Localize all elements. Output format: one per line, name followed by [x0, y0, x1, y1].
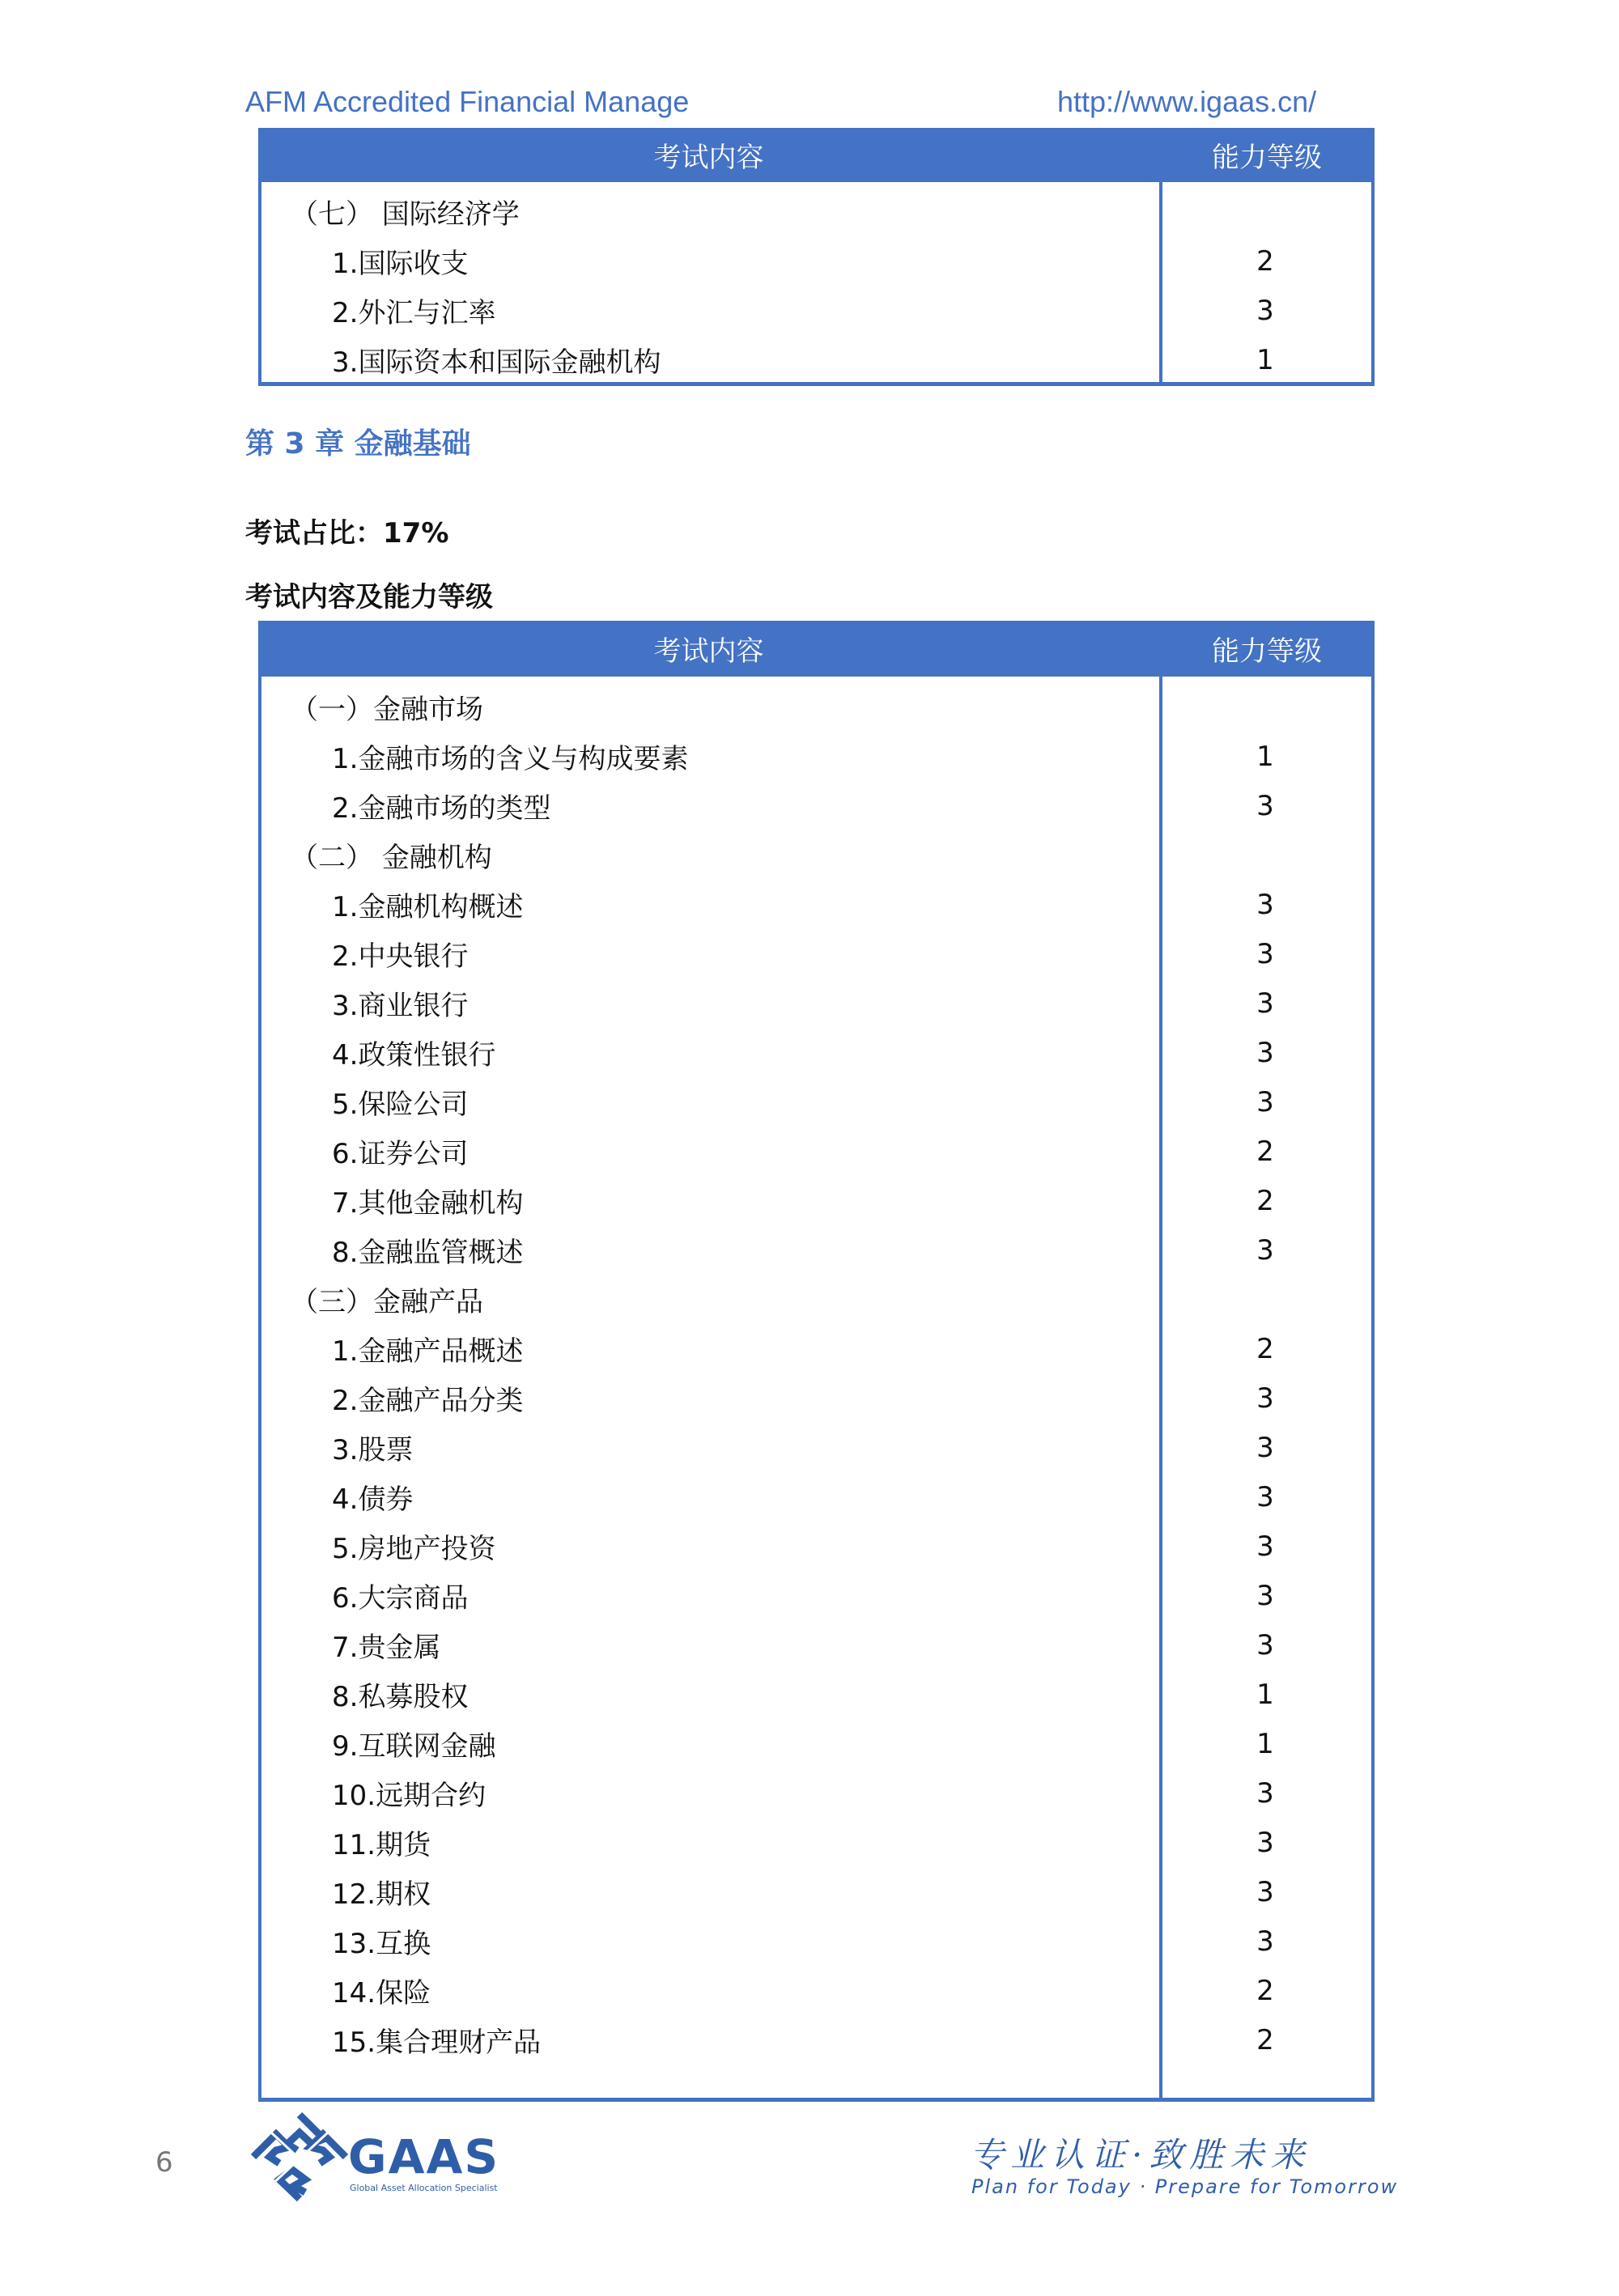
slogan-english: Plan for Today · Prepare for Tomorrow	[971, 2175, 1399, 2198]
ability-level: 3	[1256, 987, 1274, 1020]
item-label: 3.股票	[332, 1434, 414, 1466]
table-row	[261, 1521, 1371, 1571]
table-body	[258, 677, 1375, 2102]
item-label: 2.金融产品分类	[332, 1385, 524, 1417]
table-row	[261, 1077, 1371, 1127]
ability-level: 3	[1256, 1530, 1274, 1563]
column-header-level: 能力等级	[1212, 635, 1322, 668]
table-body	[258, 182, 1375, 386]
table-row	[261, 1966, 1371, 2015]
item-label: 7.其他金融机构	[332, 1187, 524, 1220]
table-row	[261, 1176, 1371, 1225]
ability-level: 3	[1256, 1826, 1274, 1859]
item-label: 8.私募股权	[332, 1681, 469, 1713]
section-label: （七） 国际经济学	[291, 198, 520, 231]
item-label: 3.国际资本和国际金融机构	[332, 346, 661, 379]
table-row	[261, 732, 1371, 781]
table-row	[261, 236, 1371, 286]
ability-level: 1	[1256, 740, 1274, 773]
table-row	[261, 1373, 1371, 1423]
table-row	[261, 929, 1371, 978]
ability-level: 2	[1256, 1184, 1274, 1217]
item-label: 6.证券公司	[332, 1138, 469, 1170]
page-number: 6	[155, 2146, 173, 2179]
table-row	[261, 2015, 1371, 2065]
table-header	[258, 621, 1375, 677]
item-label: 1.金融机构概述	[332, 891, 524, 923]
ability-level: 3	[1256, 1875, 1274, 1908]
item-label: 6.大宗商品	[332, 1582, 469, 1615]
table-row	[261, 880, 1371, 929]
section-row	[261, 682, 1371, 732]
item-label: 5.保险公司	[332, 1089, 469, 1121]
ability-level: 3	[1256, 1085, 1274, 1118]
table-row	[261, 1867, 1371, 1916]
section-label: （三）金融产品	[291, 1286, 483, 1318]
exam-ratio: 考试占比：17%	[245, 517, 449, 550]
table-row	[261, 1818, 1371, 1867]
table-header	[258, 128, 1375, 182]
logo-name: GAAS	[348, 2129, 500, 2184]
ability-level: 3	[1256, 294, 1274, 327]
table-row	[261, 1127, 1371, 1176]
ability-level: 1	[1256, 343, 1274, 376]
slogan-chinese: 专业认证·致胜未来	[970, 2135, 1311, 2175]
section-label: （二） 金融机构	[291, 842, 492, 874]
item-label: 2.中央银行	[332, 940, 469, 973]
ability-level: 3	[1256, 1925, 1274, 1958]
section-row	[261, 830, 1371, 880]
item-label: 12.期权	[332, 1878, 431, 1911]
ability-level: 1	[1256, 1727, 1274, 1760]
ability-level: 2	[1256, 1135, 1274, 1168]
chapter-title: 第 3 章 金融基础	[245, 427, 471, 460]
table-row	[261, 1571, 1371, 1620]
section-label: （一）金融市场	[291, 694, 483, 726]
header-title: AFM Accredited Financial Manage	[245, 85, 690, 118]
table-row	[261, 1768, 1371, 1818]
table-row	[261, 1670, 1371, 1719]
item-label: 13.互换	[332, 1928, 431, 1960]
ability-level: 3	[1256, 1480, 1274, 1513]
table-row	[261, 978, 1371, 1028]
item-label: 2.金融市场的类型	[332, 792, 551, 825]
column-header-content: 考试内容	[653, 142, 764, 174]
table-row	[261, 1423, 1371, 1472]
item-label: 8.金融监管概述	[332, 1237, 524, 1269]
ability-level: 2	[1256, 1974, 1274, 2007]
ability-level: 3	[1256, 888, 1274, 921]
item-label: 1.国际收支	[332, 248, 469, 280]
table-row	[261, 1324, 1371, 1373]
column-header-content: 考试内容	[653, 635, 764, 668]
table-row	[261, 1620, 1371, 1670]
content-section-title: 考试内容及能力等级	[245, 581, 493, 613]
item-label: 2.外汇与汇率	[332, 297, 496, 329]
table-row	[261, 1225, 1371, 1275]
table-row	[261, 1916, 1371, 1966]
item-label: 4.政策性银行	[332, 1039, 496, 1072]
section-row	[261, 1275, 1371, 1324]
ability-level: 3	[1256, 1776, 1274, 1810]
header-url: http://www.igaas.cn/	[1057, 85, 1317, 118]
item-label: 14.保险	[332, 1977, 431, 2010]
table-row	[261, 1028, 1371, 1077]
item-label: 1.金融市场的含义与构成要素	[332, 743, 689, 775]
table-row	[261, 1472, 1371, 1521]
ability-level: 3	[1256, 789, 1274, 822]
ability-level: 3	[1256, 1233, 1274, 1267]
ability-level: 1	[1256, 1678, 1274, 1711]
logo-subtitle: Global Asset Allocation Specialist	[350, 2183, 498, 2193]
table-row	[261, 781, 1371, 830]
item-label: 3.商业银行	[332, 990, 469, 1022]
ability-level: 3	[1256, 1431, 1274, 1464]
table-row	[261, 286, 1371, 335]
ability-level: 3	[1256, 1381, 1274, 1415]
item-label: 5.房地产投资	[332, 1533, 496, 1565]
ability-level: 3	[1256, 1036, 1274, 1069]
item-label: 9.互联网金融	[332, 1730, 496, 1763]
section-row	[261, 187, 1371, 236]
item-label: 4.债券	[332, 1483, 414, 1516]
ability-level: 3	[1256, 937, 1274, 970]
table-row	[261, 1719, 1371, 1768]
ability-level: 3	[1256, 1628, 1274, 1662]
item-label: 15.集合理财产品	[332, 2027, 542, 2059]
item-label: 11.期货	[332, 1829, 431, 1861]
ability-level: 2	[1256, 244, 1274, 278]
item-label: 7.贵金属	[332, 1632, 441, 1664]
column-header-level: 能力等级	[1212, 142, 1322, 174]
ability-level: 2	[1256, 1332, 1274, 1365]
ability-level: 3	[1256, 1579, 1274, 1612]
item-label: 10.远期合约	[332, 1780, 487, 1812]
item-label: 1.金融产品概述	[332, 1335, 524, 1368]
ability-level: 2	[1256, 2023, 1274, 2056]
gaas-logo-icon	[247, 2108, 352, 2205]
table-row	[261, 335, 1371, 384]
